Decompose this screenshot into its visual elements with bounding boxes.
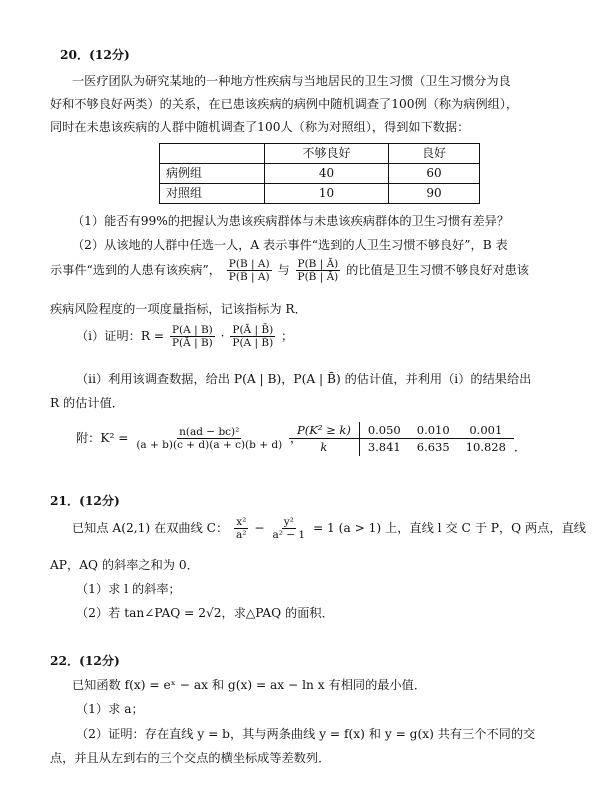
- fraction-1-numerator: P(B | A): [228, 258, 270, 270]
- k2-formula: [76, 426, 302, 451]
- q20-subquestion-2-line1: （2）从该地的人群中任选一人，A 表示事件“选到的人卫生习惯不够良好”，B 表: [72, 238, 508, 252]
- q21-part-2: （2）若 tan∠PAQ = 2√2，求△PAQ 的面积．: [76, 606, 334, 620]
- hyperbola-fraction-x: [234, 516, 248, 541]
- table-row: [160, 164, 480, 184]
- table-cell: 90: [389, 184, 480, 204]
- fraction-x-denominator: a²: [236, 529, 247, 542]
- k2-fraction: [134, 426, 284, 451]
- q21-part-1: （1）求 l 的斜率；: [76, 582, 181, 596]
- q21-line2: AP，AQ 的斜率之和为 0．: [50, 558, 199, 572]
- q21-heading: 21．(12分): [50, 494, 120, 508]
- table-cell: 0.010: [409, 422, 458, 439]
- fraction-2: [296, 258, 341, 283]
- table-header-cell: k: [289, 439, 359, 456]
- k2-numerator: n(ad − bc)²: [179, 426, 240, 438]
- fraction-y-numerator: y²: [283, 516, 294, 528]
- fraction-3-denominator: P(Ā | B): [171, 337, 213, 350]
- q20-s2-text-mid: 与: [277, 263, 290, 278]
- q20-subquestion-2-line3: 疾病风险程度的一项度量指标，记该指标为 R．: [50, 302, 307, 316]
- table-cell: 6.635: [416, 440, 450, 455]
- table-end-period: ．: [514, 440, 527, 454]
- formula-end: ，: [290, 431, 303, 446]
- table-header-cell: P(K² ≥ k): [289, 422, 359, 439]
- q21-text-post: = 1 (a > 1) 上，直线 l 交 C 于 P，Q 两点，直线: [312, 521, 586, 536]
- table-cell: 10: [265, 184, 389, 204]
- table-row: [289, 439, 514, 456]
- fraction-3-numerator: P(A | B): [171, 324, 213, 336]
- q20-part-ii-line1: （ii）利用该调查数据，给出 P(A | B)，P(A | B̄) 的估计值，并利用（i）的结果给出: [76, 372, 532, 386]
- table-header-cell: [160, 144, 265, 164]
- q20-paragraph-line1: 一医疗团队为研究某地的一种地方性疾病与当地居民的卫生习惯（卫生习惯分为良: [72, 74, 511, 88]
- q22-part-2-line1: （2）证明：存在直线 y = b，其与两条曲线 y = f(x) 和 y = g(x) 共有三个不同的交: [76, 727, 536, 741]
- q21-text-pre: 已知点 A(2,1) 在双曲线 C：: [72, 521, 229, 536]
- q20-heading: 20．(12分): [60, 48, 130, 62]
- survey-data-table: [159, 143, 480, 204]
- q20-subquestion-1: （1）能否有99%的把握认为患该疾病群体与未患该疾病群体的卫生习惯有差异？: [72, 214, 510, 228]
- table-cell: 60: [389, 164, 480, 184]
- fraction-2-denominator: P(B̄ | Ā): [297, 271, 339, 284]
- table-cell: 病例组: [160, 164, 265, 184]
- q20-s2-text-post: 的比值是卫生习惯不够良好对患该: [346, 263, 529, 278]
- q20-part-ii-line2: R 的估计值．: [50, 396, 124, 410]
- q20-s2-text-pre: 示事件“选到的人患有该疾病”，: [50, 263, 221, 278]
- q22-part-1: （1）求 a；: [76, 702, 144, 716]
- multiply-dot: ·: [220, 329, 225, 344]
- q20-paragraph-line2: 好和不够良好两类）的关系，在已患该疾病的病例中随机调查了100例（称为病例组），: [50, 97, 519, 111]
- table-row: [289, 422, 514, 439]
- table-cell: 10.828: [465, 440, 506, 455]
- table-header-row: [160, 144, 480, 164]
- critical-value-table: [289, 422, 514, 456]
- formula-prefix: 附：K² =: [76, 431, 129, 446]
- table-cell: 40: [265, 164, 389, 184]
- fraction-4: [230, 324, 275, 349]
- q22-heading: 22．(12分): [50, 654, 120, 668]
- minus-sign: −: [254, 521, 265, 536]
- q20-subquestion-2-line2: [50, 258, 529, 283]
- fraction-y-denominator: a² − 1: [272, 529, 306, 542]
- fraction-1: [227, 258, 272, 283]
- q22-part-2-line2: 点，并且从左到右的三个交点的横坐标成等差数列．: [50, 751, 331, 765]
- hyperbola-fraction-y: [270, 516, 307, 541]
- fraction-1-denominator: P(B̄ | A): [228, 271, 270, 284]
- fraction-x-numerator: x²: [236, 516, 247, 528]
- table-cell: 0.050: [359, 422, 408, 439]
- part-i-text: （i）证明：R =: [76, 329, 165, 344]
- table-header-cell: 良好: [389, 144, 480, 164]
- q21-line1: [72, 516, 586, 541]
- q20-part-i: [76, 324, 293, 349]
- fraction-3: [170, 324, 215, 349]
- table-cell: 3.841: [367, 440, 401, 455]
- q20-paragraph-line3: 同时在未患该疾病的人群中随机调查了100人（称为对照组），得到如下数据：: [50, 120, 470, 134]
- part-i-end: ；: [281, 329, 294, 344]
- fraction-4-denominator: P(A | B̄): [232, 337, 274, 350]
- fraction-4-numerator: P(Ā | B̄): [232, 324, 274, 336]
- q22-line1: 已知函数 f(x) = eˣ − ax 和 g(x) = ax − ln x 有相同的最小值．: [72, 678, 427, 692]
- fraction-2-numerator: P(B | Ā): [297, 258, 339, 270]
- table-cell: 对照组: [160, 184, 265, 204]
- table-cell: 0.001: [458, 422, 514, 439]
- table-row: [160, 184, 480, 204]
- table-header-cell: 不够良好: [265, 144, 389, 164]
- k2-denominator: (a + b)(c + d)(a + c)(b + d): [136, 439, 283, 452]
